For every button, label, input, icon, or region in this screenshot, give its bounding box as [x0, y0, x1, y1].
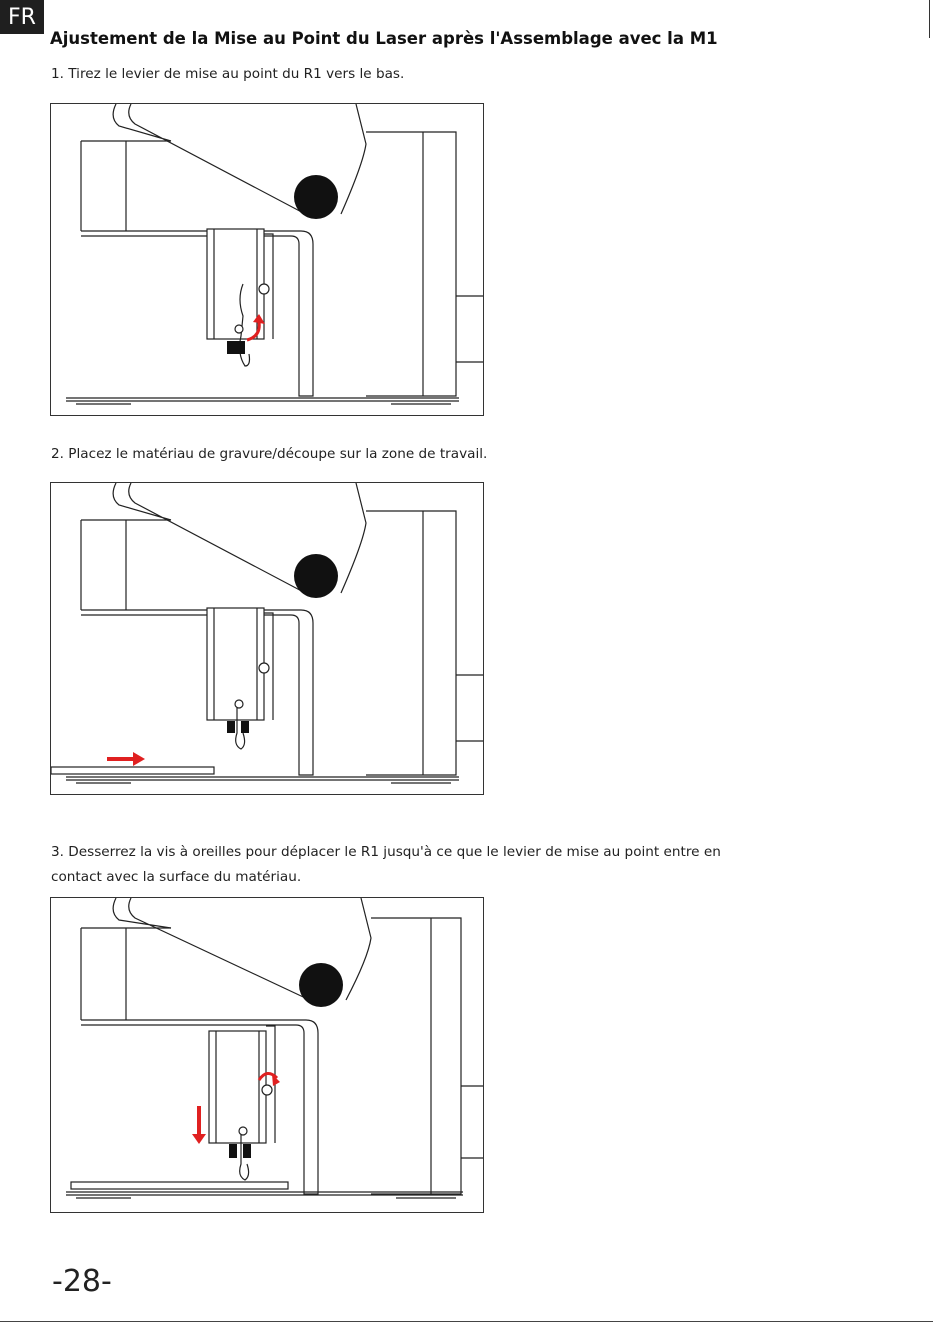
step-3-text: 3. Desserrez la vis à oreilles pour déplacer le R1 jusqu'à ce que le levier de mise au point entre en contact avec la surface du matériau.: [51, 844, 721, 885]
bottom-rule: [0, 1321, 933, 1322]
step-2-text: 2. Placez le matériau de gravure/découpe sur la zone de travail.: [51, 446, 488, 462]
page-number: -28-: [52, 1264, 112, 1299]
step-1-text: 1. Tirez le levier de mise au point du R1 vers le bas.: [51, 66, 405, 82]
page-title: Ajustement de la Mise au Point du Laser après l'Assemblage avec la M1: [50, 29, 718, 48]
language-badge: FR: [0, 0, 44, 34]
step-3-illustration: [50, 897, 484, 1213]
header-rule: [929, 0, 931, 38]
step-1-illustration: [50, 103, 484, 416]
step-2-illustration: [50, 482, 484, 795]
